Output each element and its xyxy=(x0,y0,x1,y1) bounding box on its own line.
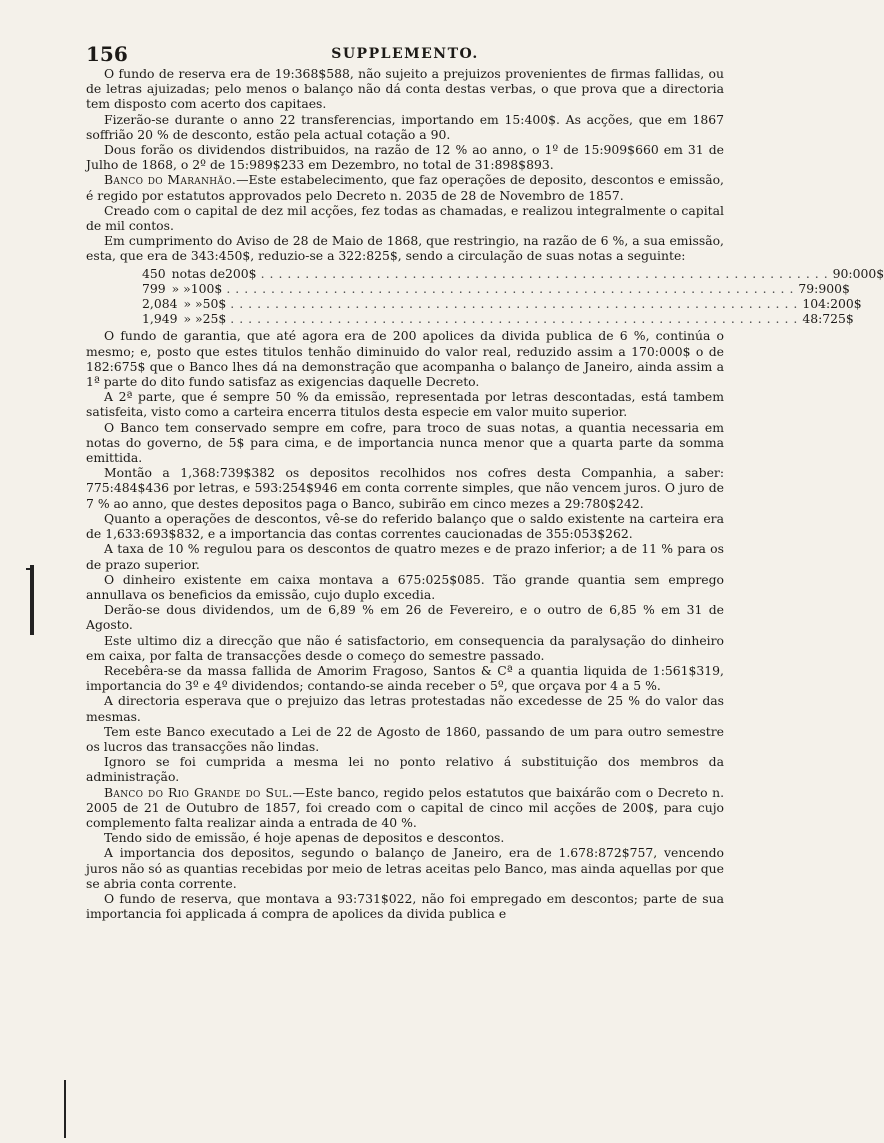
paragraph: Recebêra-se da massa fallida de Amorim Fragoso, Santos & Cª a quantia liquida de 1:561$319, importancia do 3º e 4º dividendos; contando-se ainda receber o 5º, que orçava por 4 a 5 %. xyxy=(86,662,724,694)
page xyxy=(86,40,884,922)
running-head: SUPPLEMENTO. xyxy=(331,46,479,62)
notes-row xyxy=(142,311,854,327)
paragraph: Dous forão os dividendos distribuidos, na razão de 12 % ao anno, o 1º de 15:909$660 em 31 de Julho de 1868, o 2º de 15:989$233 em Dezembro, no total de 31:898$893. xyxy=(86,142,724,173)
paragraph: Tem este Banco executado a Lei de 22 de Agosto de 1860, passando de um para outro semestre os lucros das transacções não lindas. xyxy=(86,723,724,754)
paragraph: Tendo sido de emissão, é hoje apenas de depositos e descontos. xyxy=(104,830,505,846)
notes-face-value: 25$ xyxy=(202,311,227,327)
paragraph: O fundo de reserva era de 19:368$588, não sujeito a prejuizos provenientes de firmas fallidas, ou de letras ajuizadas; pelo menos o balanço não dá conta destas verbas, o que prova que a directoria tem disposto com acerto dos capitaes. xyxy=(86,66,724,112)
section-heading-rio-grande: Banco do Rio Grande do Sul. xyxy=(104,784,293,800)
paragraph: Montão a 1,368:739$382 os depositos recolhidos nos cofres desta Companhia, a saber: 775:484$436 por letras, e 593:254$946 em conta corrente simples, que não vencem juros. O juro de 7 % ao anno, que destes depositos paga o Banco, subirão em cinco mezes a 29:780$242. xyxy=(86,465,724,511)
page-number: 156 xyxy=(86,42,128,66)
notes-quantity: 2,084 xyxy=(142,296,178,312)
paragraph xyxy=(86,785,724,831)
notes-label: » » xyxy=(183,311,203,327)
margin-binding-mark xyxy=(64,1080,66,1138)
paragraph: A importancia dos depositos, segundo o balanço de Janeiro, era de 1.678:872$757, vencendo juros não só as quantias recebidas por meio de letras aceitas pelo Banco, mas ainda aquellas por que se abria conta corrente. xyxy=(86,845,724,891)
notes-total: 48:725$ xyxy=(802,311,854,327)
paragraph: Creado com o capital de dez mil acções, fez todas as chamadas, e realizou integralmente o capital de mil contos. xyxy=(86,202,724,234)
notes-total: 104:200$ xyxy=(802,296,862,312)
paragraph: Em cumprimento do Aviso de 28 de Maio de 1868, que restringio, na razão de 6 %, a sua emissão, esta, que era de 343:450$, reduzio-se a 322:825$, sendo a circulação de suas notas a seguinte: xyxy=(86,233,724,264)
notes-quantity: 799 xyxy=(142,280,166,296)
notes-row xyxy=(142,265,884,281)
notes-label: notas de xyxy=(171,265,226,281)
dot-leader: ................................................................ xyxy=(226,280,799,296)
paragraph-text: —Este estabelecimento, que faz operações de deposito, descontos e emissão, é regido por estatutos approvados pelo Decreto n. 2035 de 28 de Novembro de 1857. xyxy=(86,172,724,203)
paragraph: Quanto a operações de descontos, vê-se do referido balanço que o saldo existente na carteira era de 1,633:693$832, e a importancia das contas correntes caucionadas de 355:053$262. xyxy=(86,510,724,542)
notes-label: » » xyxy=(171,280,191,296)
dot-leader: ................................................................ xyxy=(260,265,833,281)
paragraph: A 2ª parte, que é sempre 50 % da emissão, representada por letras descontadas, está tambem satisfeita, visto como a carteira encerra titulos desta especie em valor muito superior. xyxy=(86,389,724,420)
paragraph: O fundo de reserva, que montava a 93:731$022, não foi empregado em descontos; parte de sua importancia foi applicada á compra de apolices da divida publica e xyxy=(86,890,724,922)
body-text xyxy=(86,66,884,922)
paragraph: O fundo de garantia, que até agora era de 200 apolices da divida publica de 6 %, continúa o mesmo; e, posto que estes titulos tenhão diminuido do valor real, reduzido assim a 170:000$ o de 182:675$ que o Banco lhes dá na demonstração que acompanha o balanço de Janeiro, ainda assim a 1ª parte do dito fundo satisfaz as exigencias daquelle Decreto. xyxy=(86,328,724,390)
notes-total: 79:900$ xyxy=(798,280,850,296)
section-heading-maranhao: Banco do Maranhão. xyxy=(104,172,237,188)
paragraph xyxy=(86,172,724,202)
notes-face-value: 100$ xyxy=(190,280,223,296)
paragraph: Fizerão-se durante o anno 22 transferencias, importando em 15:400$. As acções, que em 1867 soffrião 20 % de desconto, estão pela actual cotação a 90. xyxy=(86,111,724,142)
margin-binding-mark xyxy=(30,565,34,635)
notes-label: » » xyxy=(183,296,203,312)
paragraph: A taxa de 10 % regulou para os descontos de quatro mezes e de prazo inferior; a de 11 % para os de prazo superior. xyxy=(86,541,724,572)
dot-leader: ................................................................ xyxy=(230,311,803,327)
paragraph: Este ultimo diz a direcção que não é satisfactorio, em consequencia da paralysação do dinheiro em caixa, por falta de transacções desde o começo do semestre passado. xyxy=(86,632,724,663)
notes-face-value: 50$ xyxy=(202,296,227,312)
notes-total: 90:000$ xyxy=(832,265,884,281)
margin-binding-mark xyxy=(26,568,32,570)
notes-row xyxy=(142,280,850,296)
paragraph: Derão-se dous dividendos, um de 6,89 % em 26 de Fevereiro, e o outro de 6,85 % em 31 de Agosto. xyxy=(86,602,724,633)
notes-quantity: 450 xyxy=(142,265,166,281)
notes-quantity: 1,949 xyxy=(142,311,178,327)
paragraph-text: —Este banco, regido pelos estatutos que baixárão com o Decreto n. 2005 de 21 de Outubro de 1857, foi creado com o capital de cinco mil acções de 200$, para cujo complemento falta realizar ainda a entrada de 40 %. xyxy=(86,784,725,830)
notes-circulation-table xyxy=(142,265,884,327)
paragraph: A directoria esperava que o prejuizo das letras protestadas não excedesse de 25 % do valor das mesmas. xyxy=(86,693,724,724)
paragraph: Ignoro se foi cumprida a mesma lei no ponto relativo á substituição dos membros da administração. xyxy=(86,754,724,785)
paragraph: O dinheiro existente em caixa montava a 675:025$085. Tão grande quantia sem emprego annullava os beneficios da emissão, cujo duplo excedia. xyxy=(86,571,724,602)
dot-leader: ................................................................ xyxy=(230,296,803,312)
page-header xyxy=(86,40,724,66)
notes-face-value: 200$ xyxy=(225,265,257,281)
paragraph: O Banco tem conservado sempre em cofre, para troco de suas notas, a quantia necessaria em notas do governo, de 5$ para cima, e de importancia nunca menor que a quarta parte da somma emittida. xyxy=(86,419,724,466)
notes-row xyxy=(142,296,862,312)
